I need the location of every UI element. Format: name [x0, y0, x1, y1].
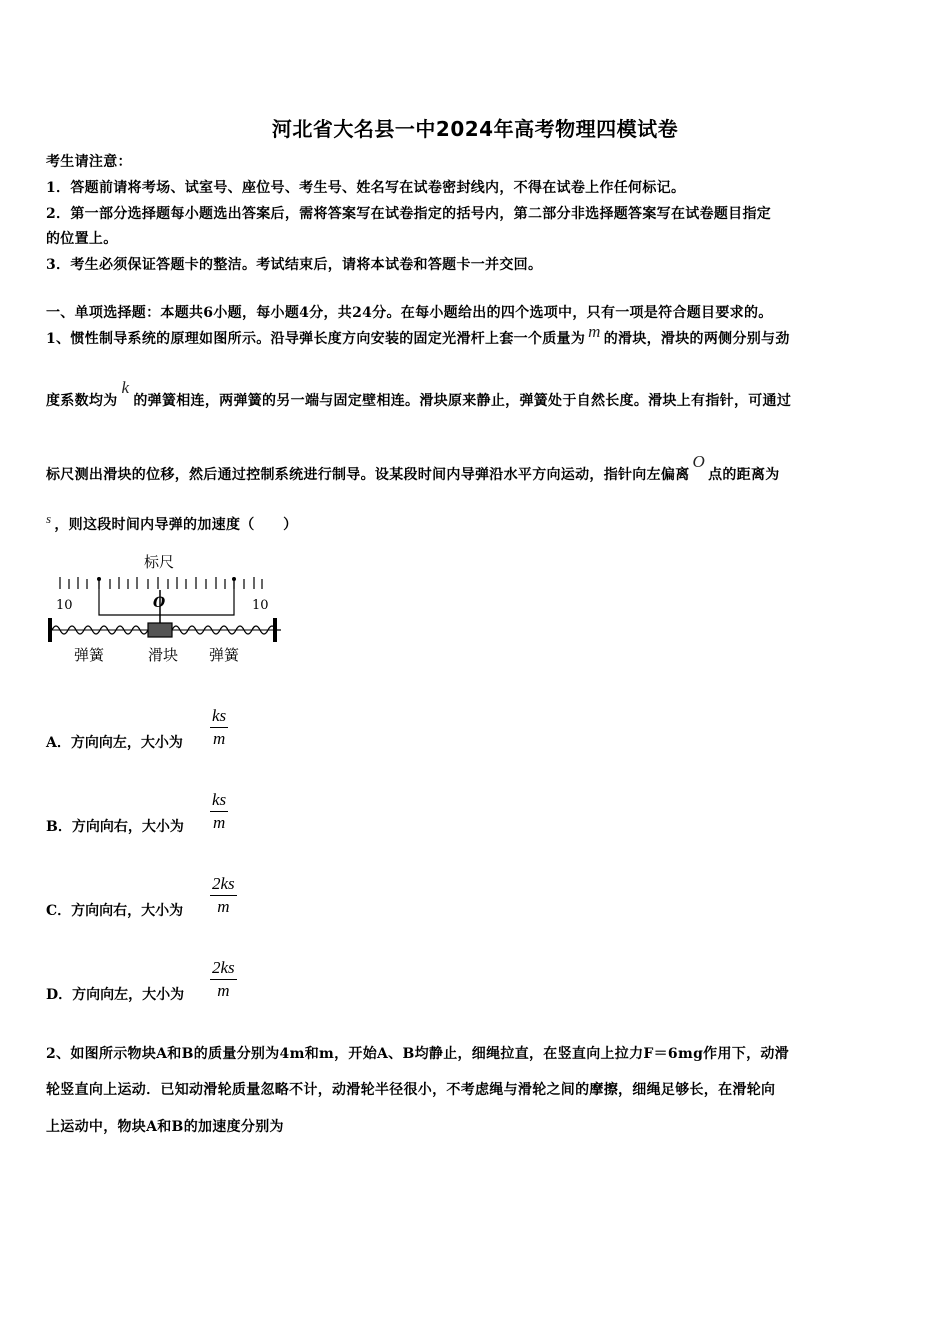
q1-line-1	[46, 322, 790, 348]
notice-item-3: 3．考生必须保证答题卡的整洁。考试结束后，请将本试卷和答题卡一并交回。	[46, 257, 543, 273]
var-s: s	[46, 511, 52, 526]
q1-line-3a: 标尺测出滑块的位移，然后通过控制系统进行制导。设某段时间内导弹沿水平方向运动，指针向左偏离	[46, 467, 690, 483]
notice-item-1: 1．答题前请将考场、试室号、座位号、考生号、姓名写在试卷密封线内，不得在试卷上作任何标记。	[46, 180, 686, 196]
label-spring-left: 弹簧	[74, 646, 105, 664]
option-a: A．方向向左，大小为	[46, 735, 183, 751]
q2-line-3: 上运动中，物块A和B的加速度分别为	[46, 1119, 284, 1135]
q2-line-2: 轮竖直向上运动．已知动滑轮质量忽略不计，动滑轮半径很小，不考虑绳与滑轮之间的摩擦，细绳足够长，在滑轮向	[46, 1082, 776, 1098]
q1-line-2	[46, 378, 792, 410]
left-wall	[48, 618, 52, 642]
notice-item-2: 2．第一部分选择题每小题选出答案后，需将答案写在试卷指定的括号内，第二部分非选择题答案写在试卷题目指定	[46, 206, 772, 222]
label-slider: 滑块	[148, 646, 179, 664]
figure-center-label: O	[153, 595, 166, 611]
option-a-fraction	[210, 706, 228, 749]
option-c-denominator: m	[217, 897, 230, 916]
option-c: C．方向向右，大小为	[46, 903, 184, 919]
label-spring-right: 弹簧	[209, 646, 240, 664]
figure-left-tick: 10	[56, 598, 73, 613]
ruler-dot-right	[232, 577, 236, 581]
var-m: m	[588, 322, 601, 341]
option-d-numerator: 2ks	[210, 958, 237, 980]
slider-block	[148, 623, 172, 637]
var-O: O	[692, 452, 706, 471]
option-d: D．方向向左，大小为	[46, 987, 185, 1003]
ruler-dot-left	[97, 577, 101, 581]
option-a-denominator: m	[212, 729, 226, 748]
option-c-fraction	[210, 874, 237, 917]
page-title: 河北省大名县一中2024年高考物理四模试卷	[271, 117, 679, 141]
q1-line-1a: 1、惯性制导系统的原理如图所示。沿导弹长度方向安装的固定光滑杆上套一个质量为	[46, 331, 586, 347]
option-b: B．方向向右，大小为	[46, 819, 184, 835]
option-c-numerator: 2ks	[210, 874, 237, 896]
option-d-fraction	[210, 958, 237, 1001]
q2-line-1: 2、如图所示物块A和B的质量分别为4m和m，开始A、B均静止，细绳拉直，在竖直向上拉力F＝6mg作用下，动滑	[46, 1046, 789, 1062]
option-d-denominator: m	[217, 981, 230, 1000]
q1-line-2b: 的弹簧相连，两弹簧的另一端与固定壁相连。滑块原来静止，弹簧处于自然长度。滑块上有指针，可通过	[133, 393, 792, 409]
var-k: k	[121, 378, 130, 397]
q1-line-3b: 点的距离为	[708, 467, 780, 483]
option-a-numerator: ks	[210, 706, 228, 728]
ruler-ticks	[60, 577, 262, 589]
q1-line-1b: 的滑块，滑块的两侧分别与劲	[603, 331, 790, 347]
inertial-guidance-figure	[44, 548, 284, 672]
notice-heading: 考生请注意：	[46, 154, 132, 170]
section-heading: 一、单项选择题：本题共6小题，每小题4分，共24分。在每小题给出的四个选项中，只有一项是符合题目要求的。	[46, 305, 773, 321]
figure-scale-label: 标尺	[144, 553, 175, 571]
q1-line-2a: 度系数均为	[46, 393, 118, 409]
q1-line-3	[46, 452, 780, 484]
q1-line-4	[46, 511, 298, 534]
option-b-fraction	[210, 790, 228, 833]
figure-right-tick: 10	[252, 598, 269, 613]
q1-line-4-text: ，则这段时间内导弹的加速度（ ）	[54, 517, 298, 533]
option-b-numerator: ks	[210, 790, 228, 812]
option-b-denominator: m	[212, 813, 226, 832]
notice-item-2-cont: 的位置上。	[46, 231, 118, 247]
